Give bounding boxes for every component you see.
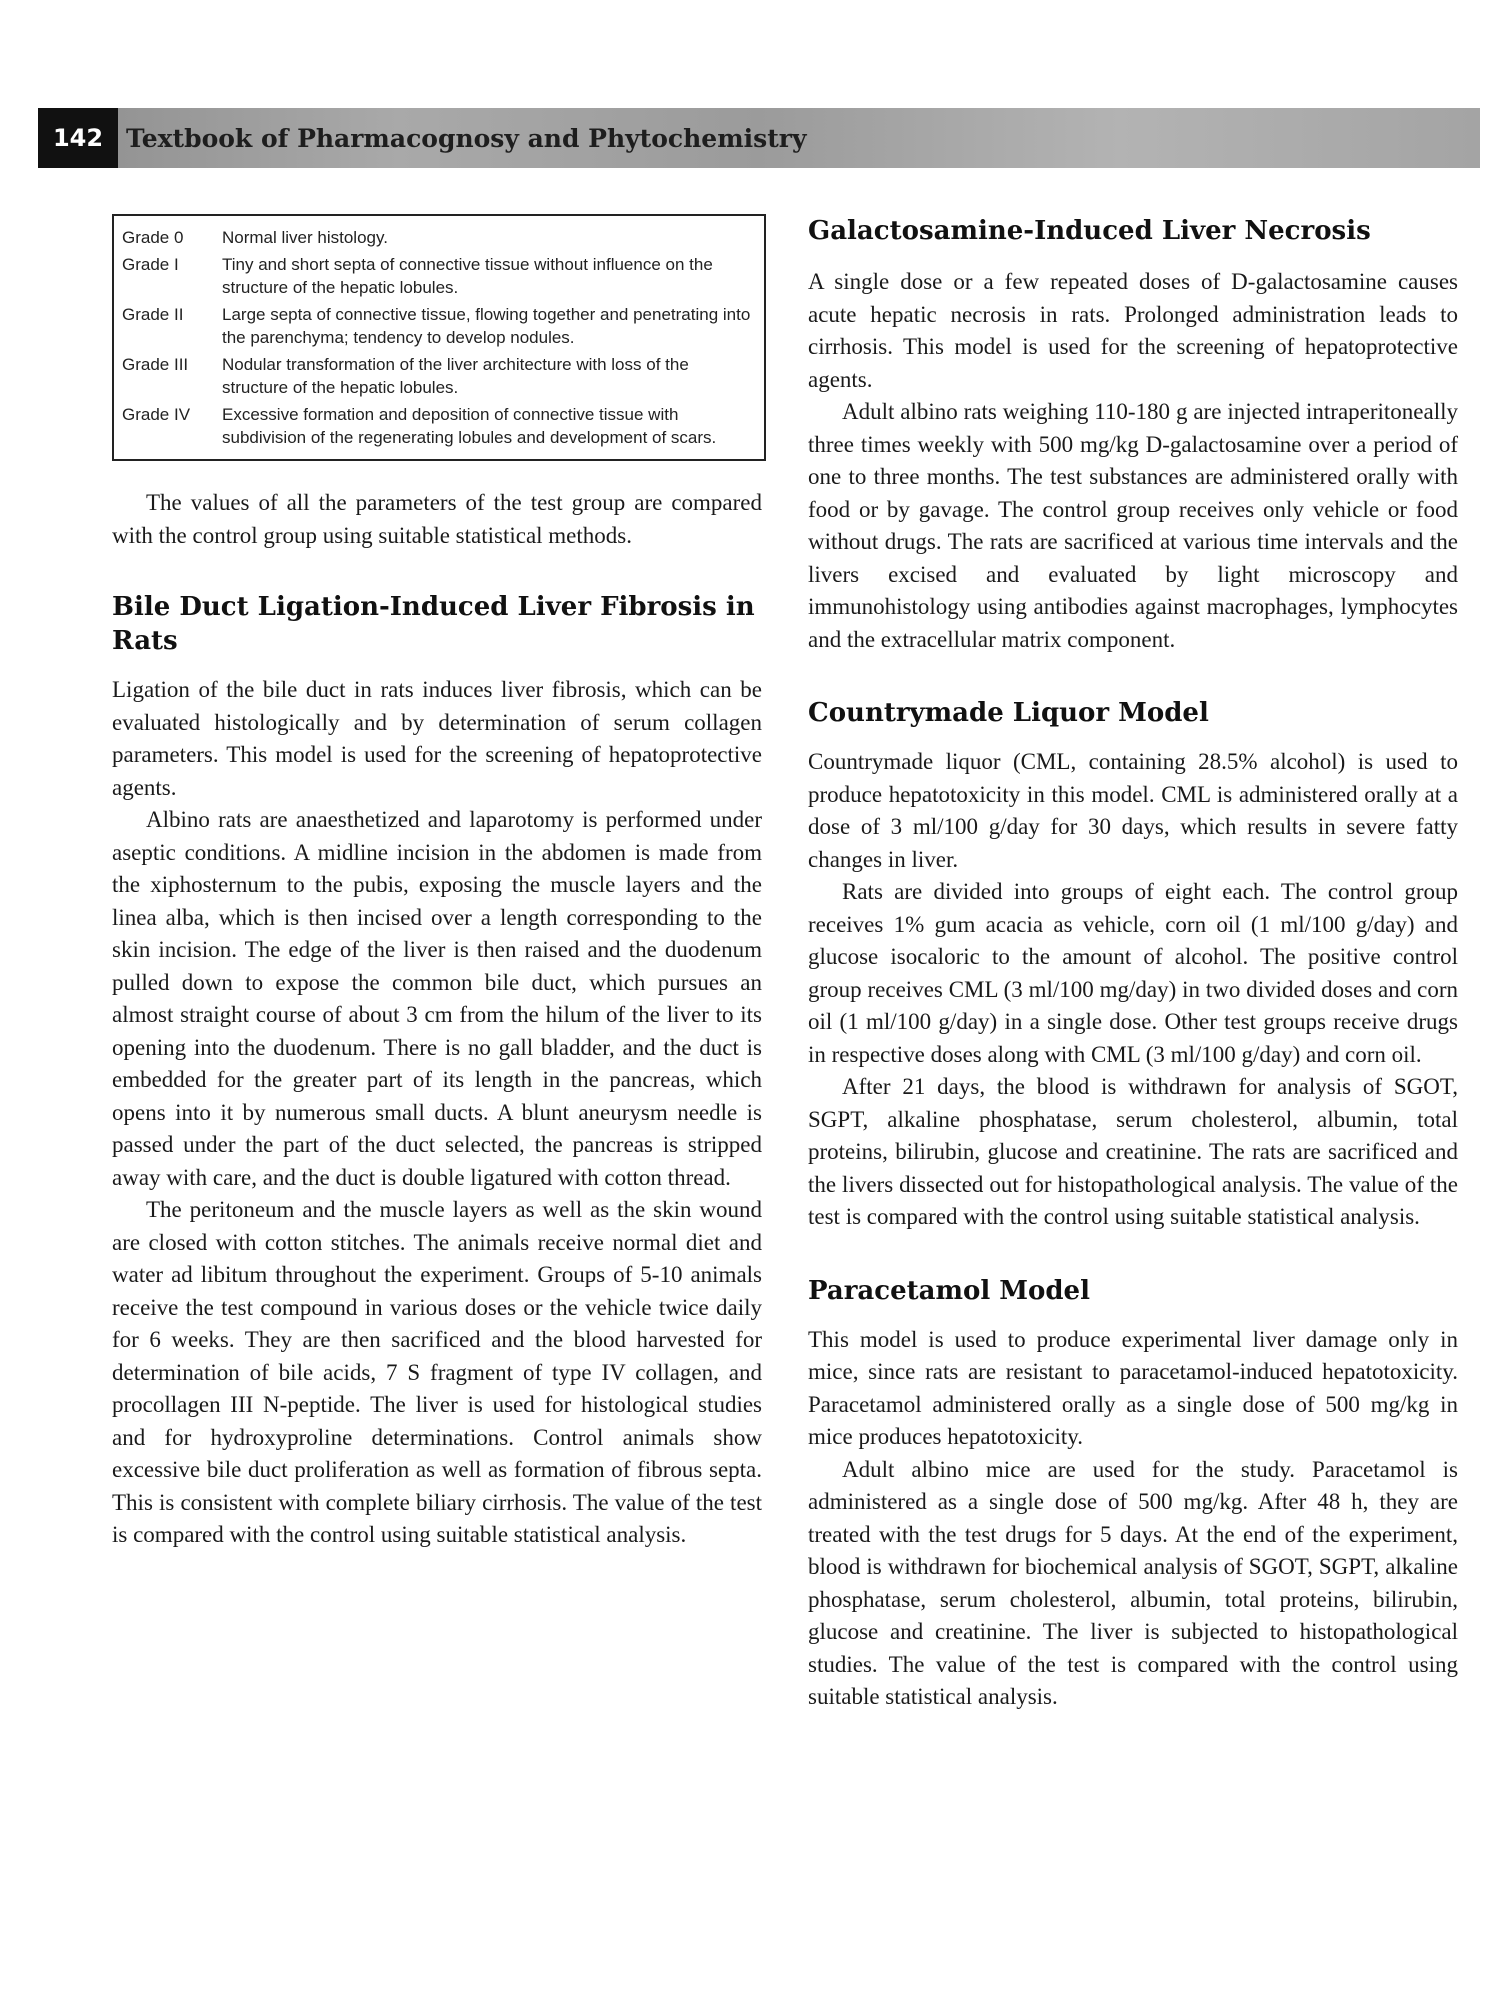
bile-paragraph-1: Ligation of the bile duct in rats induces liver fibrosis, which can be evaluated histologically and by determination of serum collagen parameters. This model is used for the screening of hepatoprotective agents. [112,677,762,800]
paracetamol-paragraph-2: Adult albino mice are used for the study. Paracetamol is administered as a single dose of 500 mg/kg. After 48 h, they are treated with the test drugs for 5 days. At the end of the experiment, blood is withdrawn for biochemical analysis of SGOT, SGPT, alkaline phosphatase, serum cholesterol, albumin, total proteins, bilirubin, glucose and creatinine. The liver is subjected to histopathological studies. The value of the test is compared with the control using suitable statistical analysis. [808,1456,1458,1709]
grade-label: Grade 0 [122,228,184,247]
grade-description: Normal liver histology. [222,228,388,247]
grade-description: Tiny and short septa of connective tissue without influence on the structure of the hepatic lobules. [222,255,713,297]
bile-paragraph-3: The peritoneum and the muscle layers as well as the skin wound are closed with cotton stitches. The animals receive normal diet and water ad libitum throughout the experiment. Groups of 5-10 animals receive the test compound in various doses or the vehicle twice daily for 6 weeks. They are then sacrificed and the blood harvested for determination of bile acids, 7 S fragment of type IV collagen, and procollagen III N-peptide. The liver is used for histological studies and for hydroxyproline determinations. Control animals show excessive bile duct proliferation as well as formation of fibrous septa. This is consistent with complete biliary cirrhosis. The value of the test is compared with the control using suitable statistical analysis. [112,1197,762,1547]
cml-paragraph-1: Countrymade liquor (CML, containing 28.5% alcohol) is used to produce hepatotoxicity in this model. CML is administered orally at a dose of 3 ml/100 g/day for 30 days, which results in severe fatty changes in liver. [808,749,1458,872]
grade-row [122,353,756,399]
grade-label: Grade IV [122,405,191,424]
galactosamine-paragraph-2: Adult albino rats weighing 110-180 g are injected intraperitoneally three times weekly with 500 mg/kg D-galactosamine over a period of one to three months. The test substances are administered orally with food or by gavage. The control group receives only vehicle or food without drugs. The rats are sacrificed at various time intervals and the livers excised and evaluated by light microscopy and immunohistology using antibodies against macrophages, lymphocytes and the extracellular matrix component. [808,399,1458,652]
cml-heading: Countrymade Liquor Model [808,698,1209,728]
galactosamine-heading: Galactosamine-Induced Liver Necrosis [808,216,1371,246]
grade-row [122,226,756,249]
book-title: Textbook of Pharmacognosy and Phytochemistry [126,123,807,153]
left-column [112,214,762,1552]
page-number: 142 [38,108,118,168]
grade-row [122,253,756,299]
paracetamol-heading: Paracetamol Model [808,1275,1090,1306]
grade-label: Grade II [122,305,184,324]
paracetamol-paragraph-1: This model is used to produce experimental liver damage only in mice, since rats are resistant to paracetamol-induced hepatotoxicity. Paracetamol administered orally as a single dose of 500 mg/kg in mice produces hepatotoxicity. [808,1326,1458,1449]
galactosamine-paragraph-1: A single dose or a few repeated doses of D-galactosamine causes acute hepatic necrosis in rats. Prolonged administration leads to cirrhosis. This model is used for the screening of hepatoprotective agents. [808,269,1458,392]
grade-row [122,403,756,449]
cml-paragraph-3: After 21 days, the blood is withdrawn for analysis of SGOT, SGPT, alkaline phosphatase, serum cholesterol, albumin, total proteins, bilirubin, glucose and creatinine. The rats are sacrificed and the livers dissected out for histopathological analysis. The value of the test is compared with the control using suitable statistical analysis. [808,1074,1458,1229]
grade-label: Grade I [122,255,179,274]
bile-duct-heading: Bile Duct Ligation-Induced Liver Fibrosis in Rats [112,592,755,656]
grade-description: Excessive formation and deposition of connective tissue with subdivision of the regenerating lobules and development of scars. [222,405,717,447]
intro-paragraph: The values of all the parameters of the test group are compared with the control group using suitable statistical methods. [112,490,762,548]
grade-description: Nodular transformation of the liver architecture with loss of the structure of the hepatic lobules. [222,355,689,397]
cml-paragraph-2: Rats are divided into groups of eight each. The control group receives 1% gum acacia as vehicle, corn oil (1 ml/100 g/day) and glucose isocaloric to the amount of alcohol. The positive control group receives CML (3 ml/100 mg/day) in two divided doses and corn oil (1 ml/100 g/day) in a single dose. Other test groups receive drugs in respective doses along with CML (3 ml/100 g/day) and corn oil. [808,879,1458,1067]
grade-description: Large septa of connective tissue, flowing together and penetrating into the parenchyma; tendency to develop nodules. [222,305,751,347]
right-column [808,214,1458,1714]
grade-label: Grade III [122,355,189,374]
grade-row [122,303,756,349]
bile-paragraph-2: Albino rats are anaesthetized and laparotomy is performed under aseptic conditions. A midline incision in the abdomen is made from the xiphosternum to the pubis, exposing the muscle layers and the linea alba, which is then incised over a length corresponding to the skin incision. The edge of the liver is then raised and the duodenum pulled down to expose the common bile duct, which pursues an almost straight course of about 3 cm from the hilum of the liver to its opening into the duodenum. There is no gall bladder, and the duct is embedded for the greater part of its length in the pancreas, which opens into it by numerous small ducts. A blunt aneurysm needle is passed under the part of the duct selected, the pancreas is stripped away with care, and the duct is double ligatured with cotton thread. [112,807,762,1190]
grade-table [112,214,766,461]
